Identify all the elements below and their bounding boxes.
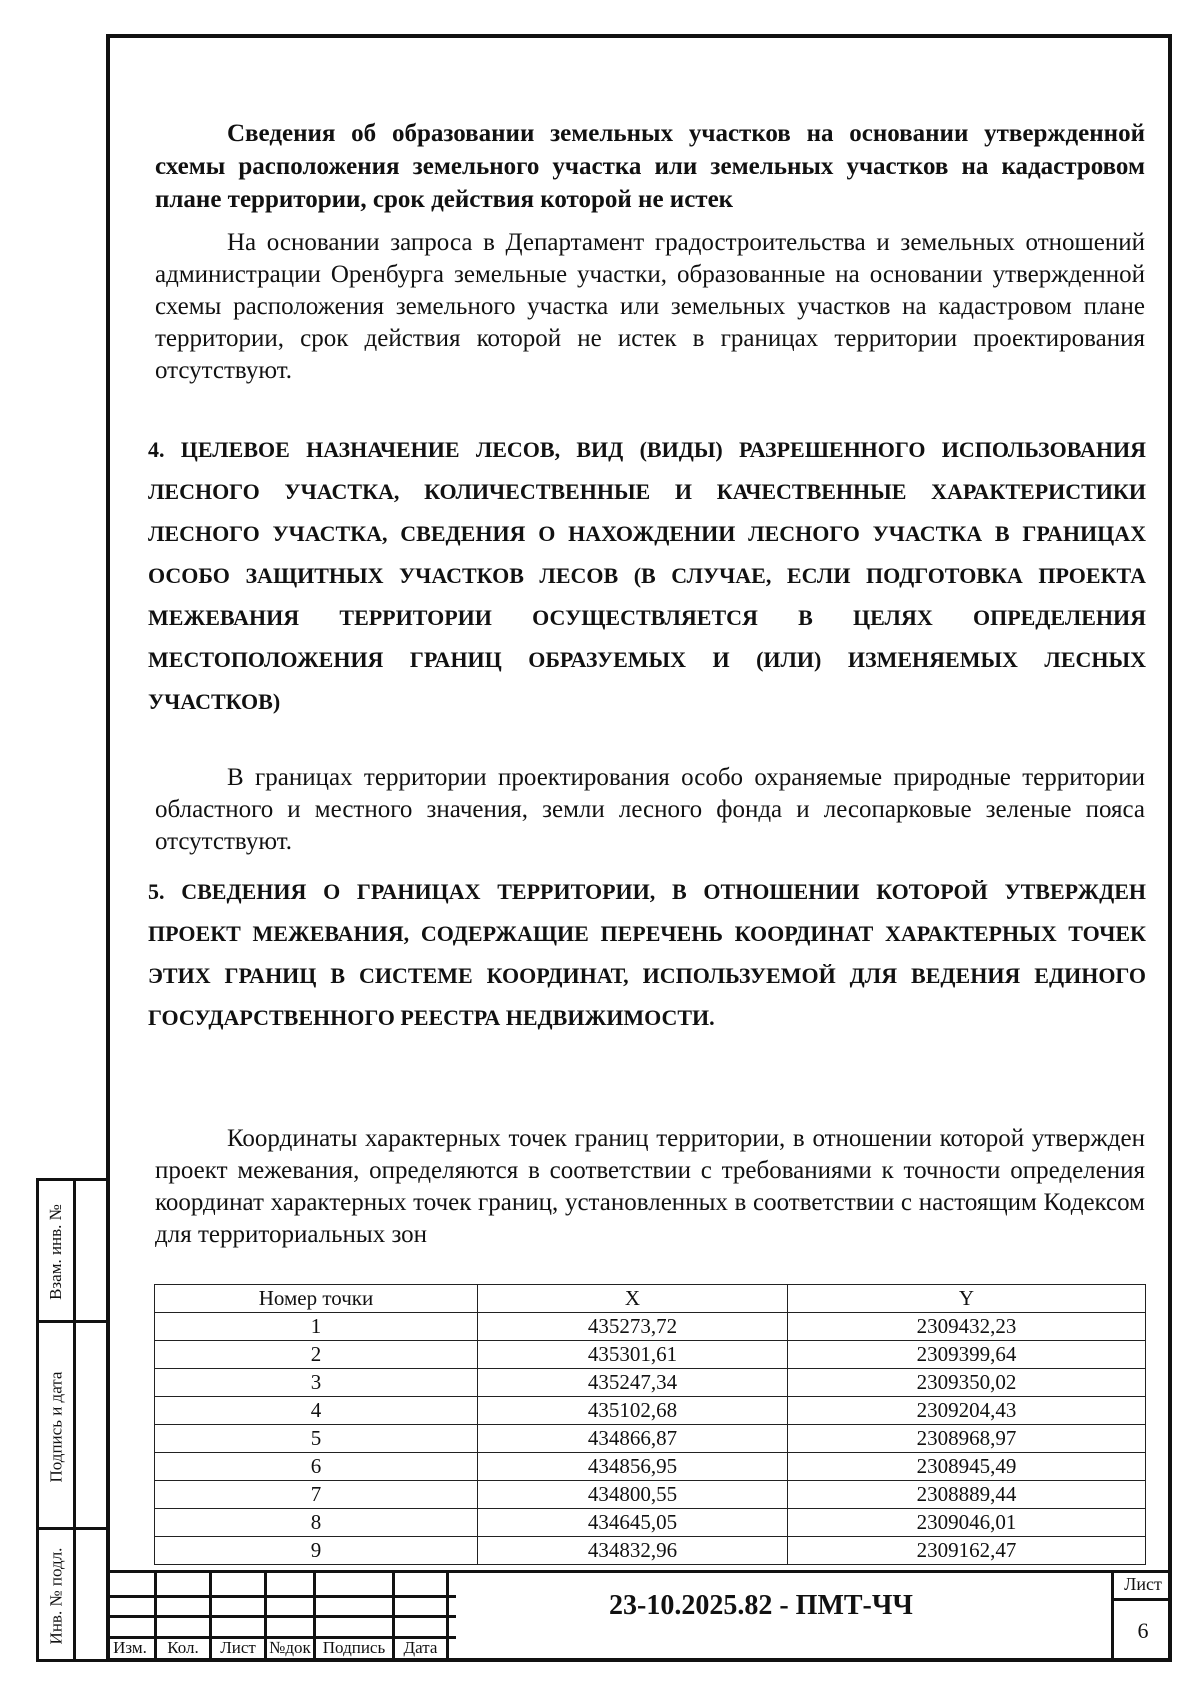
point-number: 4 — [155, 1397, 478, 1425]
table-header-y: Y — [788, 1285, 1146, 1313]
table-row — [155, 1509, 1146, 1537]
table-row — [155, 1369, 1146, 1397]
table-header-x: X — [478, 1285, 788, 1313]
coord-x: 435301,61 — [478, 1341, 788, 1369]
coord-y: 2309204,43 — [788, 1397, 1146, 1425]
sheet-number: 6 — [1137, 1618, 1149, 1643]
point-number: 5 — [155, 1425, 478, 1453]
intro-heading: Сведения об образовании земельных участков на основании утвержденной схемы расположения земельного участка или земельных участков на кадастровом плане территории, срок действия которой не истек — [155, 120, 1145, 213]
point-number: 6 — [155, 1453, 478, 1481]
section-5-heading: 5. СВЕДЕНИЯ О ГРАНИЦАХ ТЕРРИТОРИИ, В ОТНОШЕНИИ КОТОРОЙ УТВЕРЖДЕН ПРОЕКТ МЕЖЕВАНИЯ, СОДЕРЖАЩИЕ ПЕРЕЧЕНЬ КООРДИНАТ ХАРАКТЕРНЫХ ТОЧЕК ЭТИХ ГРАНИЦ В СИСТЕМЕ КООРДИНАТ, ИСПОЛЬЗУЕМОЙ ДЛЯ ВЕДЕНИЯ ЕДИНОГО ГОСУДАРСТВЕННОГО РЕЕСТРА НЕДВИЖИМОСТИ. — [148, 879, 1146, 1030]
stamp-col-sheet: Лист — [220, 1638, 256, 1657]
stamp-col-change: Изм. — [113, 1638, 147, 1657]
table-header-row — [155, 1285, 1146, 1313]
point-number: 3 — [155, 1369, 478, 1397]
coord-y: 2309046,01 — [788, 1509, 1146, 1537]
document-code: 23-10.2025.82 - ПМТ-ЧЧ — [609, 1590, 913, 1621]
stamp-col-date: Дата — [403, 1638, 438, 1657]
stamp-row-line — [106, 1615, 456, 1618]
section-5-paragraph: Координаты характерных точек границ территории, в отношении которой утвержден проект межевания, определяются в соответствии с требованиями к точности определения координат характерных точек границ, установленных в соответствии с настоящим Кодексом для территориальных зон — [155, 1125, 1145, 1248]
stamp-col-quantity: Кол. — [167, 1638, 199, 1657]
intro-paragraph: На основании запроса в Департамент градостроительства и земельных отношений администрации Оренбурга земельные участки, образованные на основании утвержденной схемы расположения земельного участка или земельных участков на кадастровом плане территории, срок действия которой не истек в границах территории проектирования отсутствуют. — [155, 229, 1145, 384]
binding-divider — [73, 1181, 76, 1659]
coordinates-table — [154, 1284, 1146, 1565]
label-replacement-inv: Взам. инв. № — [46, 1204, 65, 1300]
coord-y: 2308889,44 — [788, 1481, 1146, 1509]
table-row — [155, 1397, 1146, 1425]
table-row — [155, 1341, 1146, 1369]
table-row — [155, 1453, 1146, 1481]
coord-x: 434866,87 — [478, 1425, 788, 1453]
coord-y: 2309350,02 — [788, 1369, 1146, 1397]
title-block — [106, 1570, 1172, 1662]
sheet-label: Лист — [1124, 1574, 1162, 1594]
coord-x: 435247,34 — [478, 1369, 788, 1397]
coord-y: 2309399,64 — [788, 1341, 1146, 1369]
stamp-col-signature: Подпись — [322, 1638, 386, 1657]
stamp-col-line — [446, 1570, 449, 1662]
point-number: 9 — [155, 1537, 478, 1565]
binding-strip — [36, 1178, 106, 1662]
point-number: 1 — [155, 1313, 478, 1341]
coord-x: 434832,96 — [478, 1537, 788, 1565]
coord-y: 2308945,49 — [788, 1453, 1146, 1481]
table-header-point: Номер точки — [155, 1285, 478, 1313]
point-number: 2 — [155, 1341, 478, 1369]
point-number: 8 — [155, 1509, 478, 1537]
coord-x: 434800,55 — [478, 1481, 788, 1509]
stamp-col-docnum: №док — [269, 1638, 311, 1657]
stamp-row-line — [106, 1595, 456, 1598]
section-4-paragraph: В границах территории проектирования особо охраняемые природные территории областного и местного значения, земли лесного фонда и лесопарковые зеленые пояса отсутствуют. — [155, 764, 1145, 855]
section-4-heading: 4. ЦЕЛЕВОЕ НАЗНАЧЕНИЕ ЛЕСОВ, ВИД (ВИДЫ) РАЗРЕШЕННОГО ИСПОЛЬЗОВАНИЯ ЛЕСНОГО УЧАСТКА, КОЛИЧЕСТВЕННЫЕ И КАЧЕСТВЕННЫЕ ХАРАКТЕРИСТИКИ ЛЕСНОГО УЧАСТКА, СВЕДЕНИЯ О НАХОЖДЕНИИ ЛЕСНОГО УЧАСТКА В ГРАНИЦАХ ОСОБО ЗАЩИТНЫХ УЧАСТКОВ ЛЕСОВ (В СЛУЧАЕ, ЕСЛИ ПОДГОТОВКА ПРОЕКТА МЕЖЕВАНИЯ ТЕРРИТОРИИ ОСУЩЕСТВЛЯЕТСЯ В ЦЕЛЯХ ОПРЕДЕЛЕНИЯ МЕСТОПОЛОЖЕНИЯ ГРАНИЦ ОБРАЗУЕМЫХ И (ИЛИ) ИЗМЕНЯЕМЫХ ЛЕСНЫХ УЧАСТКОВ) — [148, 437, 1146, 714]
label-signature-date: Подпись и дата — [46, 1371, 65, 1482]
stamp-sheet-line — [1114, 1598, 1172, 1601]
coord-y: 2309432,23 — [788, 1313, 1146, 1341]
coord-x: 434645,05 — [478, 1509, 788, 1537]
coord-x: 435273,72 — [478, 1313, 788, 1341]
coord-x: 435102,68 — [478, 1397, 788, 1425]
table-row — [155, 1481, 1146, 1509]
point-number: 7 — [155, 1481, 478, 1509]
coord-y: 2308968,97 — [788, 1425, 1146, 1453]
coord-y: 2309162,47 — [788, 1537, 1146, 1565]
coord-x: 434856,95 — [478, 1453, 788, 1481]
table-row — [155, 1313, 1146, 1341]
label-original-inv: Инв. № подл. — [46, 1547, 65, 1645]
table-row — [155, 1425, 1146, 1453]
table-row — [155, 1537, 1146, 1565]
